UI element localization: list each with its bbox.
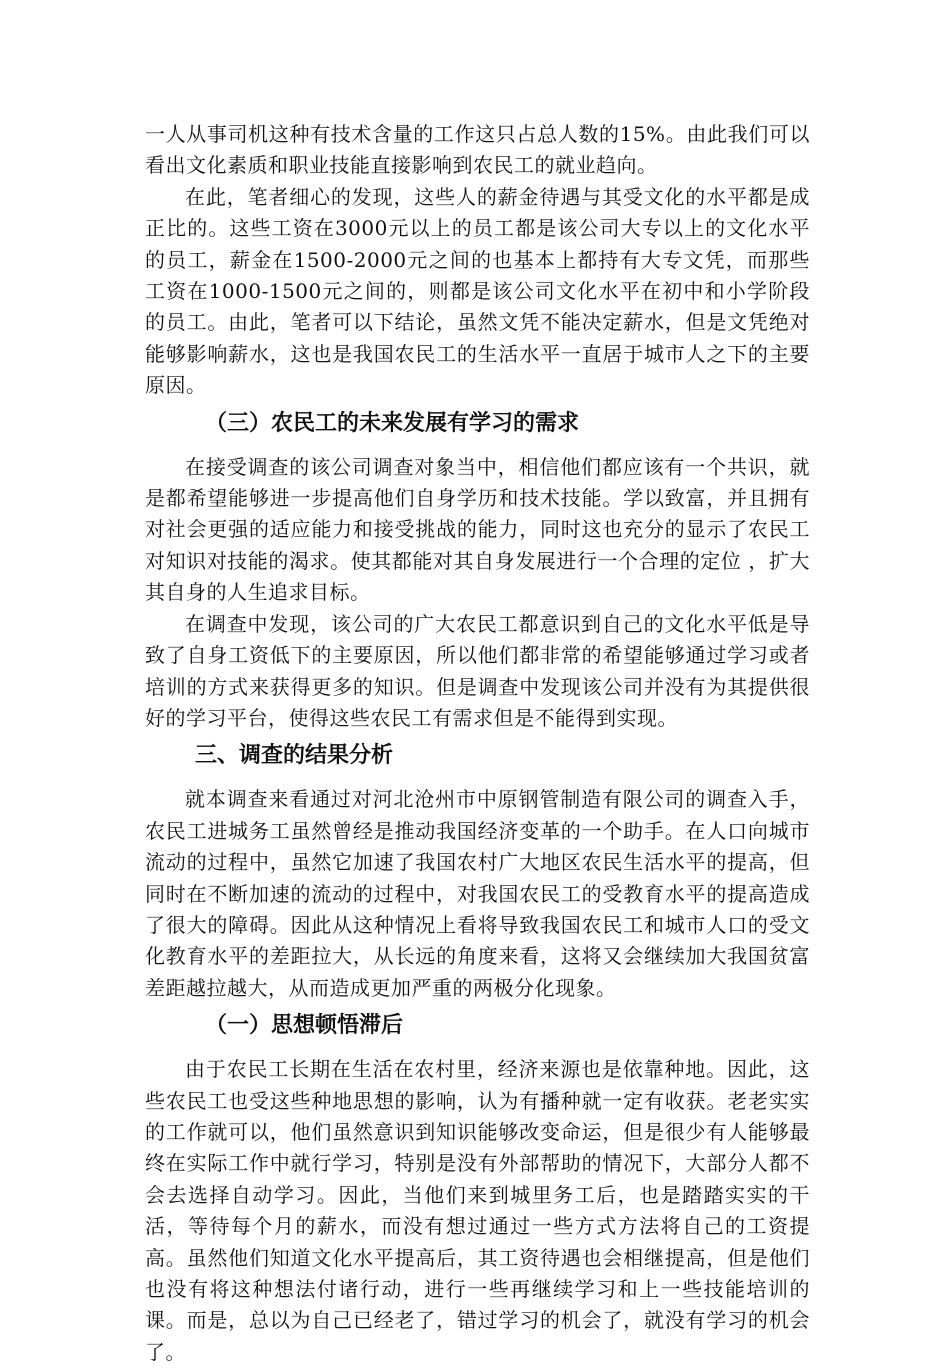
paragraph-consensus: 在接受调查的该公司调查对象当中，相信他们都应该有一个共识，就是都希望能够进一步提高他们自身学历和技术技能。学以致富，并且拥有对社会更强的适应能力和接受挑战的能力，同时这也充分的显示了农民工对知识对技能的渴求。使其都能对其自身发展进行一个合理的定位 ，扩大其自身的人生追求目标。 [145, 454, 810, 605]
paragraph-farming-mindset: 由于农民工长期在生活在农村里，经济来源也是依靠种地。因此，这些农民工也受这些种地思想的影响，认为有播种就一定有收获。老老实实的工作就可以，他们虽然意识到知识能够改变命运，但是很少有人能够最终在实际工作中就行学习，特别是没有外部帮助的情况下，大部分人都不会去选择自动学习。因此，当他们来到城里务工后，也是踏踏实实的干活，等待每个月的薪水，而没有想过通过一些方式方法将自己的工资提高。虽然他们知道文化水平提高后，其工资待遇也会相继提高，但是他们也没有将这种想法付诸行动，进行一些再继续学习和上一些技能培训的课。而是，总以为自己已经老了，错过学习的机会了，就没有学习的机会了。 [145, 1057, 810, 1364]
heading-thinking-lag: （一）思想顿悟滞后 [205, 1013, 404, 1039]
paragraph-continuation: 一人从事司机这种有技术含量的工作这只占总人数的15%。由此我们可以看出文化素质和职业技能直接影响到农民工的就业趋向。 [145, 122, 810, 178]
heading-learning-needs: （三）农民工的未来发展有学习的需求 [205, 410, 580, 436]
paragraph-survey-finding: 在调查中发现，该公司的广大农民工都意识到自己的文化水平低是导致了自身工资低下的主要原因，所以他们都非常的希望能够通过学习或者培训的方式来获得更多的知识。但是调查中发现该公司并没有为其提供很好的学习平台，使得这些农民工有需求但是不能得到实现。 [145, 611, 810, 730]
heading-result-analysis: 三、调查的结果分析 [195, 743, 394, 769]
paragraph-analysis: 就本调查来看通过对河北沧州市中原钢管制造有限公司的调查入手，农民工进城务工虽然曾经是推动我国经济变革的一个助手。在人口向城市流动的过程中，虽然它加速了我国农村广大地区农民生活水平的提高，但同时在不断加速的流动的过程中，对我国农民工的受教育水平的提高造成了很大的障碍。因此从这种情况上看将导致我国农民工和城市人口的受文化教育水平的差距拉大，从长远的角度来看，这将又会继续加大我国贫富差距越拉越大，从而造成更加严重的两极分化现象。 [145, 787, 810, 1000]
paragraph-salary-education: 在此，笔者细心的发现，这些人的薪金待遇与其受文化的水平都是成正比的。这些工资在3000元以上的员工都是该公司大专以上的文化水平的员工，薪金在1500-2000元之间的也基本上都持有大专文凭，而那些工资在1000-1500元之间的，则都是该公司文化水平在初中和小学阶段的员工。由此，笔者可以下结论，虽然文凭不能决定薪水，但是文凭绝对能够影响薪水，这也是我国农民工的生活水平一直居于城市人之下的主要原因。 [145, 184, 810, 398]
document-body [145, 119, 810, 1368]
